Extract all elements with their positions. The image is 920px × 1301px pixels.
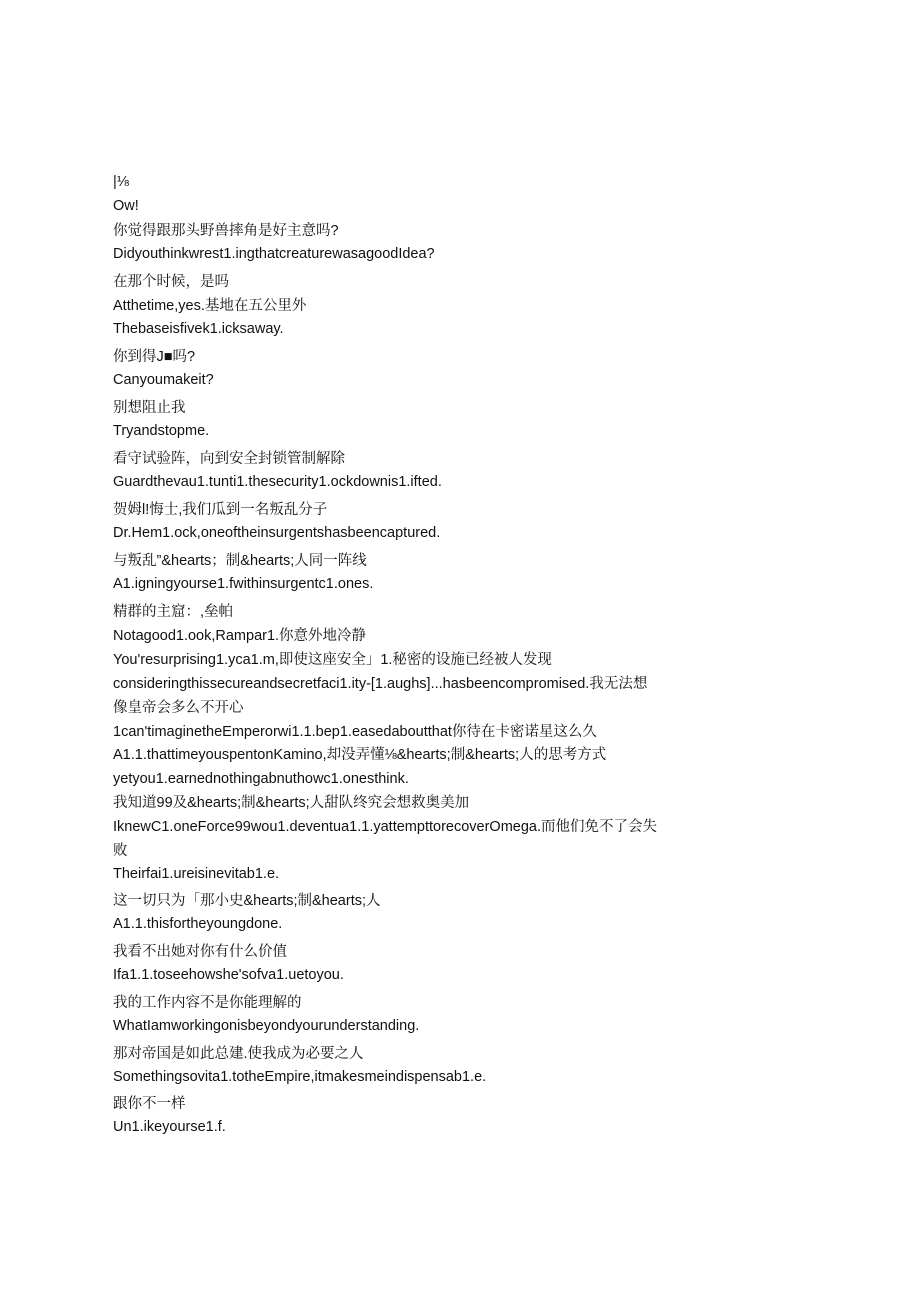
subtitle-line: consideringthissecureandsecretfaci1.ity-[1.aughs]...hasbeencompromised.我无法想	[113, 676, 648, 692]
subtitle-line: Atthetime,yes.基地在五公里外	[113, 298, 307, 314]
subtitle-line: 看守试验阵，向到安全封锁管制解除	[113, 451, 345, 467]
subtitle-line: |⅛	[113, 174, 129, 190]
subtitle-line: IknewC1.oneForce99wou1.deventua1.1.yattempttorecoverOmega.而他们免不了会失	[113, 819, 657, 835]
subtitle-line: 精群的主窟：,垒帕	[113, 604, 234, 620]
subtitle-line: 败	[113, 843, 128, 859]
subtitle-line: Thebaseisfivek1.icksaway.	[113, 321, 284, 337]
subtitle-line: You'resurprising1.yca1.m,即使这座安全」1.秘密的设施已经被人发现	[113, 652, 552, 668]
subtitle-line: 我的工作内容不是你能理解的	[113, 995, 302, 1011]
subtitle-line: 这一切只为「那小史&hearts;制&hearts;人	[113, 893, 381, 909]
subtitle-line: 与叛乱”&hearts；制&hearts;人同一阵线	[113, 553, 367, 569]
subtitle-line: A1.1.thisfortheyoungdone.	[113, 916, 283, 932]
subtitle-line: Guardthevau1.tunti1.thesecurity1.ockdownis1.ifted.	[113, 474, 442, 490]
subtitle-line: 我看不出她对你有什么价值	[113, 944, 287, 960]
subtitle-line: Tryandstopme.	[113, 423, 210, 439]
subtitle-line: Didyouthinkwrest1.ingthatcreaturewasagoodIdea?	[113, 246, 435, 262]
subtitle-line: 那对帝国是如此总建.使我成为必要之人	[113, 1046, 364, 1062]
subtitle-line: Theirfai1.ureisinevitab1.e.	[113, 866, 280, 882]
subtitle-line: 你觉得跟那头野兽摔角是好主意吗?	[113, 223, 339, 239]
subtitle-line: 我知道99及&hearts;制&hearts;人甜队终究会想救奥美加	[113, 795, 470, 811]
subtitle-line: Canyoumakeit?	[113, 372, 214, 388]
subtitle-line: A1.igningyourse1.fwithinsurgentc1.ones.	[113, 576, 374, 592]
subtitle-line: A1.1.thattimeyouspentonKamino,却没弄懂⅛&hearts;制&hearts;人的思考方式	[113, 747, 607, 763]
subtitle-line: Un1.ikeyourse1.f.	[113, 1119, 226, 1135]
subtitle-line: 跟你不一样	[113, 1096, 186, 1112]
subtitle-line: 像皇帝会多么不开心	[113, 700, 244, 716]
subtitle-line: 你到得J■吗?	[113, 349, 196, 365]
subtitle-line: 1can'timaginetheEmperorwi1.1.bep1.easedaboutthat你待在卡密诺星这么久	[113, 724, 597, 740]
subtitle-line: yetyou1.earnednothingabnuthowc1.onesthink.	[113, 771, 409, 787]
subtitle-line: Somethingsovita1.totheEmpire,itmakesmeindispensab1.e.	[113, 1069, 487, 1085]
subtitle-line: 在那个时候，是吗	[113, 274, 229, 290]
subtitle-line: 贺姆l!悔士,我们瓜到一名叛乱分子	[113, 502, 328, 518]
subtitle-line: Dr.Hem1.ock,oneoftheinsurgentshasbeencaptured.	[113, 525, 441, 541]
subtitle-line: Ifa1.1.toseehowshe'sofva1.uetoyou.	[113, 967, 344, 983]
subtitle-line: Notagood1.ook,Rampar1.你意外地冷静	[113, 628, 367, 644]
subtitle-line: WhatIamworkingonisbeyondyourunderstanding.	[113, 1018, 420, 1034]
subtitle-line: 别想阻止我	[113, 400, 186, 416]
subtitle-line: Ow!	[113, 198, 139, 214]
